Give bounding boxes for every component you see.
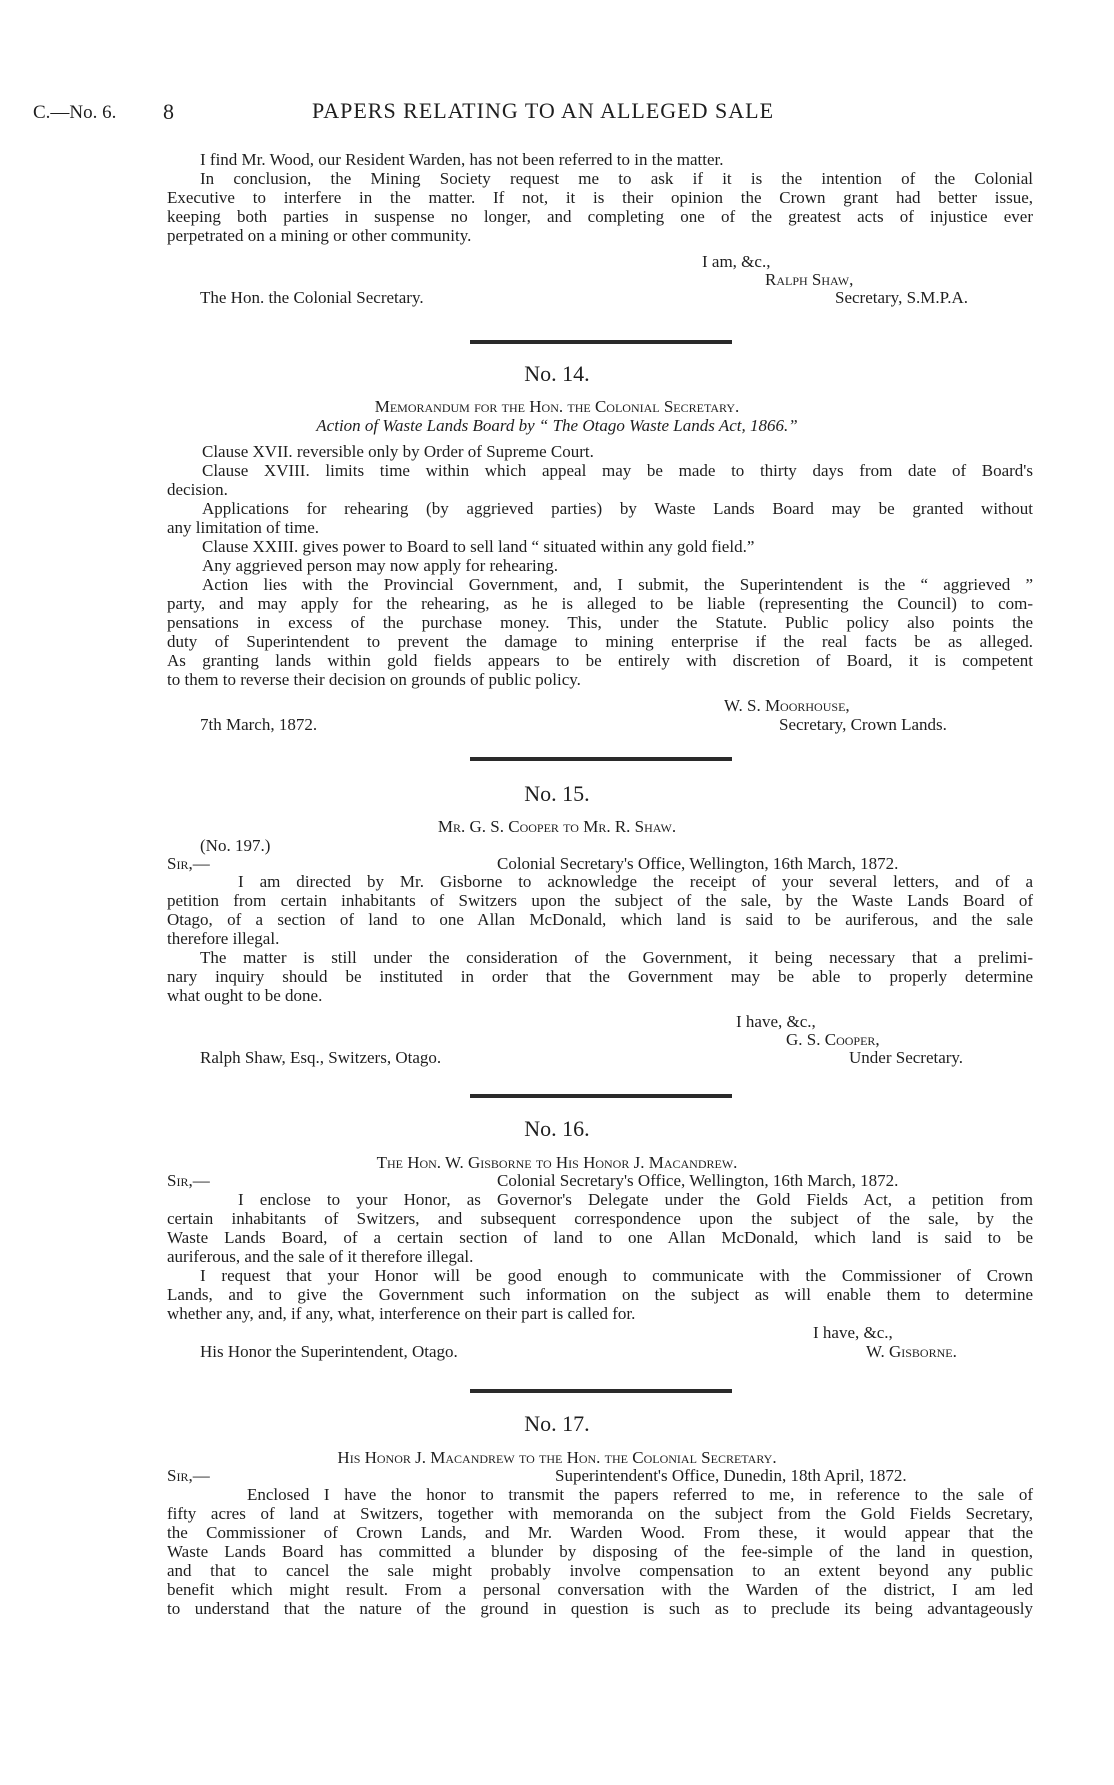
no15-dateline: Colonial Secretary's Office, Wellington, 16th March, 1872.	[497, 854, 899, 873]
no15-addressee: Ralph Shaw, Esq., Switzers, Otago.	[200, 1048, 442, 1067]
no16-dateline: Colonial Secretary's Office, Wellington, 16th March, 1872.	[497, 1171, 899, 1190]
no16-line-4: auriferous, and the sale of it therefore illegal.	[167, 1247, 474, 1266]
section-divider	[470, 1389, 732, 1393]
no15-salutation: Sir,—	[167, 854, 210, 873]
no14-line-5: any limitation of time.	[167, 518, 320, 537]
no16-line-5: I request that your Honor will be good enough to communicate with the Commissioner of Crown	[200, 1266, 1033, 1285]
no14-line-12: As granting lands within gold fields appears to be entirely with discretion of Board, it is competent	[167, 651, 1033, 670]
no15-line-3: Otago, of a section of land to one Allan McDonald, which land is said to be auriferous, and the sale	[167, 910, 1033, 929]
no14-line-1: Clause XVII. reversible only by Order of Supreme Court.	[202, 442, 594, 461]
no17-line-7: to understand that the nature of the ground in question is such as to preclude its being advantageously	[167, 1599, 1033, 1618]
no14-subheading: Action of Waste Lands Board by “ The Otago Waste Lands Act, 1866.”	[316, 416, 798, 435]
no15-line-5: The matter is still under the consideration of the Government, it being necessary that a prelimi-	[200, 948, 1033, 967]
no16-number: No. 16.	[524, 1116, 590, 1141]
no14-line-9: party, and may apply for the rehearing, as he is alleged to be liable (representing the Council) to com-	[167, 594, 1033, 613]
no16-closing: I have, &c.,	[813, 1323, 893, 1342]
no15-line-1: I am directed by Mr. Gisborne to acknowledge the receipt of your several letters, and of a	[238, 872, 1033, 891]
no16-line-3: Waste Lands Board, of a certain section of land to one Allan McDonald, which land is said to be	[167, 1228, 1033, 1247]
top-addressee: The Hon. the Colonial Secretary.	[200, 288, 424, 307]
no16-line-1: I enclose to your Honor, as Governor's Delegate under the Gold Fields Act, a petition from	[238, 1190, 1033, 1209]
no14-date: 7th March, 1872.	[200, 715, 318, 734]
no16-salutation: Sir,—	[167, 1171, 210, 1190]
no16-addressee: His Honor the Superintendent, Otago.	[200, 1342, 458, 1361]
no14-line-4: Applications for rehearing (by aggrieved parties) by Waste Lands Board may be granted without	[202, 499, 1033, 518]
no17-line-1: Enclosed I have the honor to transmit the papers referred to me, in reference to the sale of	[247, 1485, 1033, 1504]
no15-closing: I have, &c.,	[736, 1012, 816, 1031]
no17-heading: His Honor J. Macandrew to the Hon. the Colonial Secretary.	[337, 1448, 777, 1467]
no16-heading: The Hon. W. Gisborne to His Honor J. Macandrew.	[376, 1153, 738, 1172]
top-line-1: I find Mr. Wood, our Resident Warden, has not been referred to in the matter.	[200, 150, 724, 169]
top-line-3: Executive to interfere in the matter. If not, it is their opinion the Crown grant had better issue,	[167, 188, 1033, 207]
no14-line-3: decision.	[167, 480, 228, 499]
no17-line-3: the Commissioner of Crown Lands, and Mr. Warden Wood. From these, it would appear that the	[167, 1523, 1033, 1542]
top-line-2: In conclusion, the Mining Society request me to ask if it is the intention of the Colonial	[200, 169, 1033, 188]
no16-signer: W. Gisborne.	[866, 1342, 957, 1361]
no16-line-2: certain inhabitants of Switzers, and subsequent correspondence upon the subject of the sale, by the	[167, 1209, 1033, 1228]
no15-heading: Mr. G. S. Cooper to Mr. R. Shaw.	[437, 817, 677, 836]
no14-line-10: pensations in excess of the purchase money. This, under the Statute. Public policy also points the	[167, 613, 1033, 632]
no14-line-7: Any aggrieved person may now apply for rehearing.	[202, 556, 558, 575]
no15-line-4: therefore illegal.	[167, 929, 280, 948]
top-signer: Ralph Shaw,	[765, 270, 854, 289]
no17-salutation: Sir,—	[167, 1466, 210, 1485]
no14-line-11: duty of Superintendent to prevent the damage to mining enterprise if the real facts be as alleged.	[167, 632, 1033, 651]
running-title: PAPERS RELATING TO AN ALLEGED SALE	[312, 98, 775, 123]
no16-line-6: Lands, and to give the Government such information on the subject as will enable them to determine	[167, 1285, 1033, 1304]
no15-ref: (No. 197.)	[200, 836, 271, 855]
no17-line-4: Waste Lands Board has committed a blunder by disposing of the fee-simple of the land in question,	[167, 1542, 1033, 1561]
no17-line-2: fifty acres of land at Switzers, together with memoranda on the subject from the Gold Fields Secretary,	[167, 1504, 1033, 1523]
no15-line-6: nary inquiry should be instituted in order that the Government may be able to properly determine	[167, 967, 1033, 986]
no15-line-2: petition from certain inhabitants of Switzers upon the subject of the sale, by the Waste Lands Board of	[167, 891, 1033, 910]
no17-line-6: benefit which might result. From a personal conversation with the Warden of the district, I am led	[167, 1580, 1033, 1599]
section-divider	[470, 1094, 732, 1098]
top-line-5: perpetrated on a mining or other community.	[167, 226, 472, 245]
top-closing: I am, &c.,	[702, 252, 771, 271]
top-line-4: keeping both parties in suspense no longer, and completing one of the greatest acts of injustice ever	[167, 207, 1033, 226]
no14-signer: W. S. Moorhouse,	[724, 696, 850, 715]
no14-line-6: Clause XXIII. gives power to Board to sell land “ situated within any gold field.”	[202, 537, 755, 556]
no14-number: No. 14.	[524, 361, 590, 386]
section-divider	[470, 340, 732, 344]
no14-heading: Memorandum for the Hon. the Colonial Secretary.	[374, 397, 740, 416]
no14-line-13: to them to reverse their decision on grounds of public policy.	[167, 670, 581, 689]
no14-line-2: Clause XVIII. limits time within which appeal may be made to thirty days from date of Board's	[202, 461, 1033, 480]
no15-line-7: what ought to be done.	[167, 986, 323, 1005]
page-number: 8	[163, 99, 174, 124]
no14-line-8: Action lies with the Provincial Government, and, I submit, the Superintendent is the “ aggrieved ”	[202, 575, 1033, 594]
no14-signer-title: Secretary, Crown Lands.	[779, 715, 947, 734]
no17-dateline: Superintendent's Office, Dunedin, 18th April, 1872.	[555, 1466, 907, 1485]
no15-signer-title: Under Secretary.	[849, 1048, 964, 1067]
section-divider	[470, 757, 732, 761]
no16-line-7: whether any, and, if any, what, interference on their part is called for.	[167, 1304, 636, 1323]
no15-signer: G. S. Cooper,	[786, 1030, 880, 1049]
no17-number: No. 17.	[524, 1411, 590, 1436]
document-code: C.—No. 6.	[33, 102, 117, 123]
top-signer-title: Secretary, S.M.P.A.	[835, 288, 968, 307]
no15-number: No. 15.	[524, 781, 590, 806]
no17-line-5: and that to cancel the sale might probably involve compensation to an extent beyond any public	[167, 1561, 1033, 1580]
